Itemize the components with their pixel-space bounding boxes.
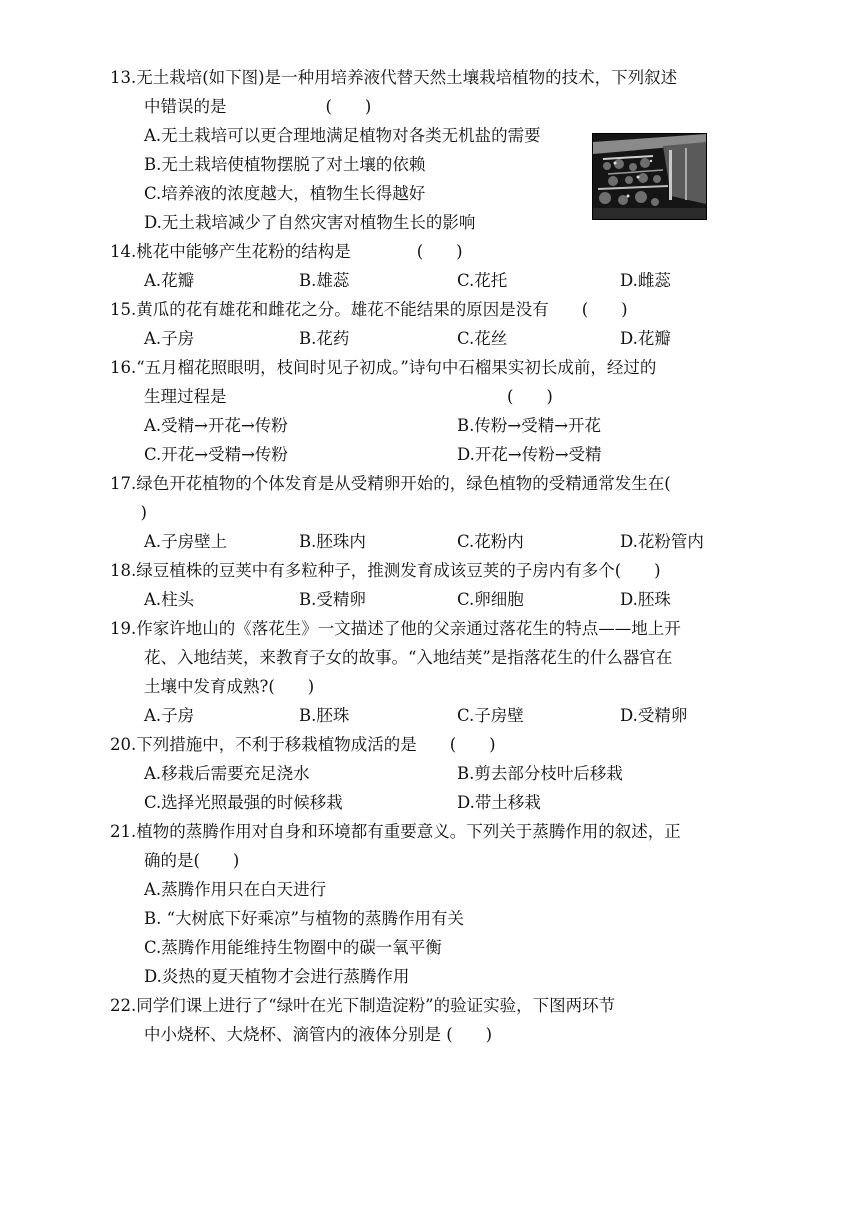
question-number: 15. <box>110 300 137 319</box>
option-d: D.胚珠 <box>620 590 671 609</box>
option-b: B.剪去部分枝叶后移栽 <box>457 764 623 783</box>
question-text-line: 17.绿色开花植物的个体发育是从受精卵开始的，绿色植物的受精通常发生在( <box>110 474 671 493</box>
option-a: A.柱头 <box>144 590 195 609</box>
question-number: 14. <box>110 242 137 261</box>
question-number: 21. <box>110 822 137 841</box>
question-number: 20. <box>110 735 137 754</box>
option-b: B.传粉→受精→开花 <box>457 416 602 435</box>
question-text-line: 13.无土栽培(如下图)是一种用培养液代替天然土壤栽培植物的技术，下列叙述 <box>110 68 678 87</box>
question-text-line: 土壤中发育成熟?( ) <box>144 677 315 696</box>
question-21 <box>110 817 760 875</box>
question-16 <box>110 353 760 411</box>
option-a: A.受精→开花→传粉 <box>144 416 288 435</box>
option-c: C.花托 <box>457 271 508 290</box>
option-d: D.受精卵 <box>620 706 688 725</box>
question-text-line: 中错误的是 ( ) <box>144 97 372 116</box>
option-c: C.卵细胞 <box>457 590 524 609</box>
question-number: 17. <box>110 474 137 493</box>
question-text-line: 生理过程是 ( ) <box>144 387 553 406</box>
question-text-line: 20.下列措施中，不利于移栽植物成活的是 ( ) <box>110 735 496 754</box>
question-text-line: 花、入地结荚，来教育子女的故事。“入地结荚”是指落花生的什么器官在 <box>144 648 673 667</box>
question-18 <box>110 556 760 585</box>
question-number: 16. <box>110 358 137 377</box>
question-text-line: 中小烧杯、大烧杯、滴管内的液体分别是 ( ) <box>144 1025 493 1044</box>
question-text-line: 19.作家许地山的《落花生》一文描述了他的父亲通过落花生的特点——地上开 <box>110 619 681 638</box>
question-text-line: 21.植物的蒸腾作用对自身和环境都有重要意义。下列关于蒸腾作用的叙述，正 <box>110 822 681 841</box>
greenhouse-image <box>593 134 706 219</box>
option-d: D.无土栽培减少了自然灾害对植物生长的影响 <box>144 213 476 232</box>
question-number: 19. <box>110 619 137 638</box>
option-b: B.胚珠内 <box>299 532 366 551</box>
question-text-line: 18.绿豆植株的豆荚中有多粒种子，推测发育成该豆荚的子房内有多个( ) <box>110 561 661 580</box>
question-text-line: 14.桃花中能够产生花粉的结构是 ( ) <box>110 242 463 261</box>
option-b: B.无土栽培使植物摆脱了对土壤的依赖 <box>144 155 426 174</box>
question-number: 18. <box>110 561 137 580</box>
option-b: B.花药 <box>299 329 350 348</box>
question-15 <box>110 295 760 324</box>
option-a: A.子房 <box>144 329 195 348</box>
option-c: C.开花→受精→传粉 <box>144 445 288 464</box>
option-a: A.移栽后需要充足浇水 <box>144 764 310 783</box>
question-text-line: 22.同学们课上进行了“绿叶在光下制造淀粉”的验证实验，下图两环节 <box>110 996 616 1015</box>
option-c: C.蒸腾作用能维持生物圈中的碳一氧平衡 <box>144 938 442 957</box>
option-d: D.炎热的夏天植物才会进行蒸腾作用 <box>144 967 410 986</box>
option-b: B.雄蕊 <box>299 271 350 290</box>
option-d: D.雌蕊 <box>620 271 671 290</box>
option-d: D.花瓣 <box>620 329 671 348</box>
question-17 <box>110 469 760 527</box>
option-a: A.无土栽培可以更合理地满足植物对各类无机盐的需要 <box>144 126 541 145</box>
question-text-line: 15.黄瓜的花有雄花和雌花之分。雄花不能结果的原因是没有 ( ) <box>110 300 628 319</box>
option-c: C.花粉内 <box>457 532 524 551</box>
option-a: A.子房壁上 <box>144 532 228 551</box>
question-22 <box>110 991 760 1049</box>
option-a: A.子房 <box>144 706 195 725</box>
option-d: D.带土移栽 <box>457 793 541 812</box>
option-a: A.花瓣 <box>144 271 195 290</box>
soilless-cultivation-photo <box>592 133 707 220</box>
question-text-line: 16.“五月榴花照眼明，枝间时见子初成。”诗句中石榴果实初长成前，经过的 <box>110 358 657 377</box>
question-19 <box>110 614 760 701</box>
question-number: 13. <box>110 68 137 87</box>
question-20 <box>110 730 760 759</box>
option-b: B.胚珠 <box>299 706 350 725</box>
option-c: C.培养液的浓度越大，植物生长得越好 <box>144 184 426 203</box>
question-13 <box>110 63 760 121</box>
option-d: D.花粉管内 <box>620 532 704 551</box>
option-c: C.子房壁 <box>457 706 524 725</box>
question-text-line: ) <box>124 503 147 522</box>
option-c: C.花丝 <box>457 329 508 348</box>
question-number: 22. <box>110 996 137 1015</box>
option-a: A.蒸腾作用只在白天进行 <box>144 880 327 899</box>
option-b: B. “大树底下好乘凉”与植物的蒸腾作用有关 <box>144 909 464 928</box>
option-b: B.受精卵 <box>299 590 366 609</box>
question-text-line: 确的是( ) <box>144 851 240 870</box>
option-c: C.选择光照最强的时候移栽 <box>144 793 343 812</box>
option-d: D.开花→传粉→受精 <box>457 445 602 464</box>
question-14 <box>110 237 760 266</box>
